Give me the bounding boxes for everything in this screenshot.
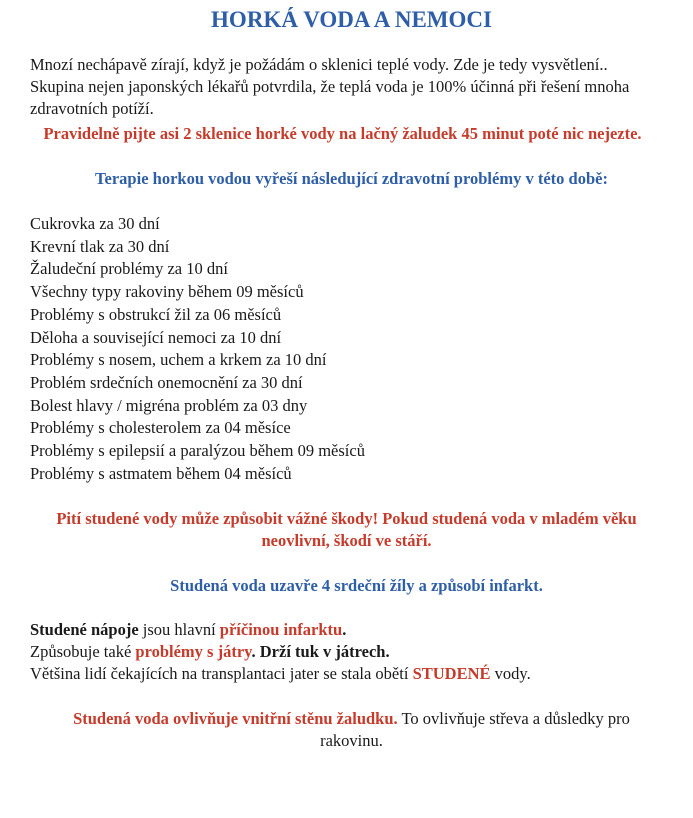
list-item: Problémy s nosem, uchem a krkem za 10 dní — [30, 350, 327, 370]
liver-red: problémy s játry — [135, 642, 252, 662]
stomach-text — [50, 708, 653, 752]
liver-bold: Drží tuk v játrech. — [259, 642, 390, 662]
liver-dot: . — [251, 642, 260, 662]
list-item: Bolest hlavy / migréna problém za 03 dny — [30, 395, 308, 415]
transplant-end: vody. — [490, 664, 531, 684]
intro-line-1: Mnozí nechápavě zírají, když je požádám o sklenici teplé vody. Zde je tedy vysvětlení.. — [30, 55, 608, 74]
cold-water-warning: Pití studené vody může způsobit vážné škody! Pokud studená voda v mladém věku neovlivní, škodí ve stáří. — [56, 509, 637, 551]
list-item: Krevní tlak za 30 dní — [30, 236, 170, 256]
cold-drinks-section — [30, 619, 673, 685]
list-item: Problémy s astmatem během 04 měsíců — [30, 463, 292, 483]
list-item: Problémy s epilepsií a paralýzou během 09 měsíců — [30, 441, 365, 461]
intro-section — [30, 54, 673, 120]
cold-drinks-line — [30, 619, 673, 641]
page-title: HORKÁ VODA A NEMOCI — [211, 7, 492, 32]
list-item: Problémy s cholesterolem za 04 měsíce — [30, 418, 291, 438]
transplant-red: STUDENÉ — [412, 664, 491, 684]
transplant-start: Většina lidí čekajících na transplantaci jater se stala obětí — [30, 664, 413, 684]
therapy-heading: Terapie horkou vodou vyřeší následující zdravotní problémy v této době: — [95, 169, 608, 188]
transplant-line — [30, 663, 673, 685]
intro-line-2: Skupina nejen japonských lékařů potvrdila, že teplá voda je 100% účinná při řešení mnoha zdravotních potíží. — [30, 77, 630, 118]
problem-list — [30, 213, 673, 485]
liver-line — [30, 641, 673, 663]
list-item: Děloha a související nemoci za 10 dní — [30, 327, 282, 347]
stomach-red: Studená voda ovlivňuje vnitřní stěnu žaludku. — [73, 709, 398, 729]
list-item: Žaludeční problémy za 10 dní — [30, 259, 228, 279]
liver-start: Způsobuje také — [30, 642, 136, 662]
cold-drinks-middle: jsou hlavní — [138, 620, 220, 640]
list-item: Problémy s obstrukcí žil za 06 měsíců — [30, 304, 282, 324]
list-item: Všechny typy rakoviny během 09 měsíců — [30, 282, 304, 302]
list-item: Cukrovka za 30 dní — [30, 214, 160, 233]
list-item: Problém srdečních onemocnění za 30 dní — [30, 372, 303, 392]
cold-drinks-red: příčinou infarktu — [219, 620, 343, 640]
stomach-rest: To ovlivňuje střeva a důsledky pro rakovinu. — [320, 709, 630, 751]
advice-text: Pravidelně pijte asi 2 sklenice horké vody na lačný žaludek 45 minut poté nic nejezte. — [43, 124, 642, 143]
cold-drinks-end: . — [342, 620, 347, 640]
cold-water-veins-text: Studená voda uzavře 4 srdeční žíly a způsobí infarkt. — [170, 576, 543, 596]
cold-drinks-bold: Studené nápoje — [30, 620, 139, 640]
